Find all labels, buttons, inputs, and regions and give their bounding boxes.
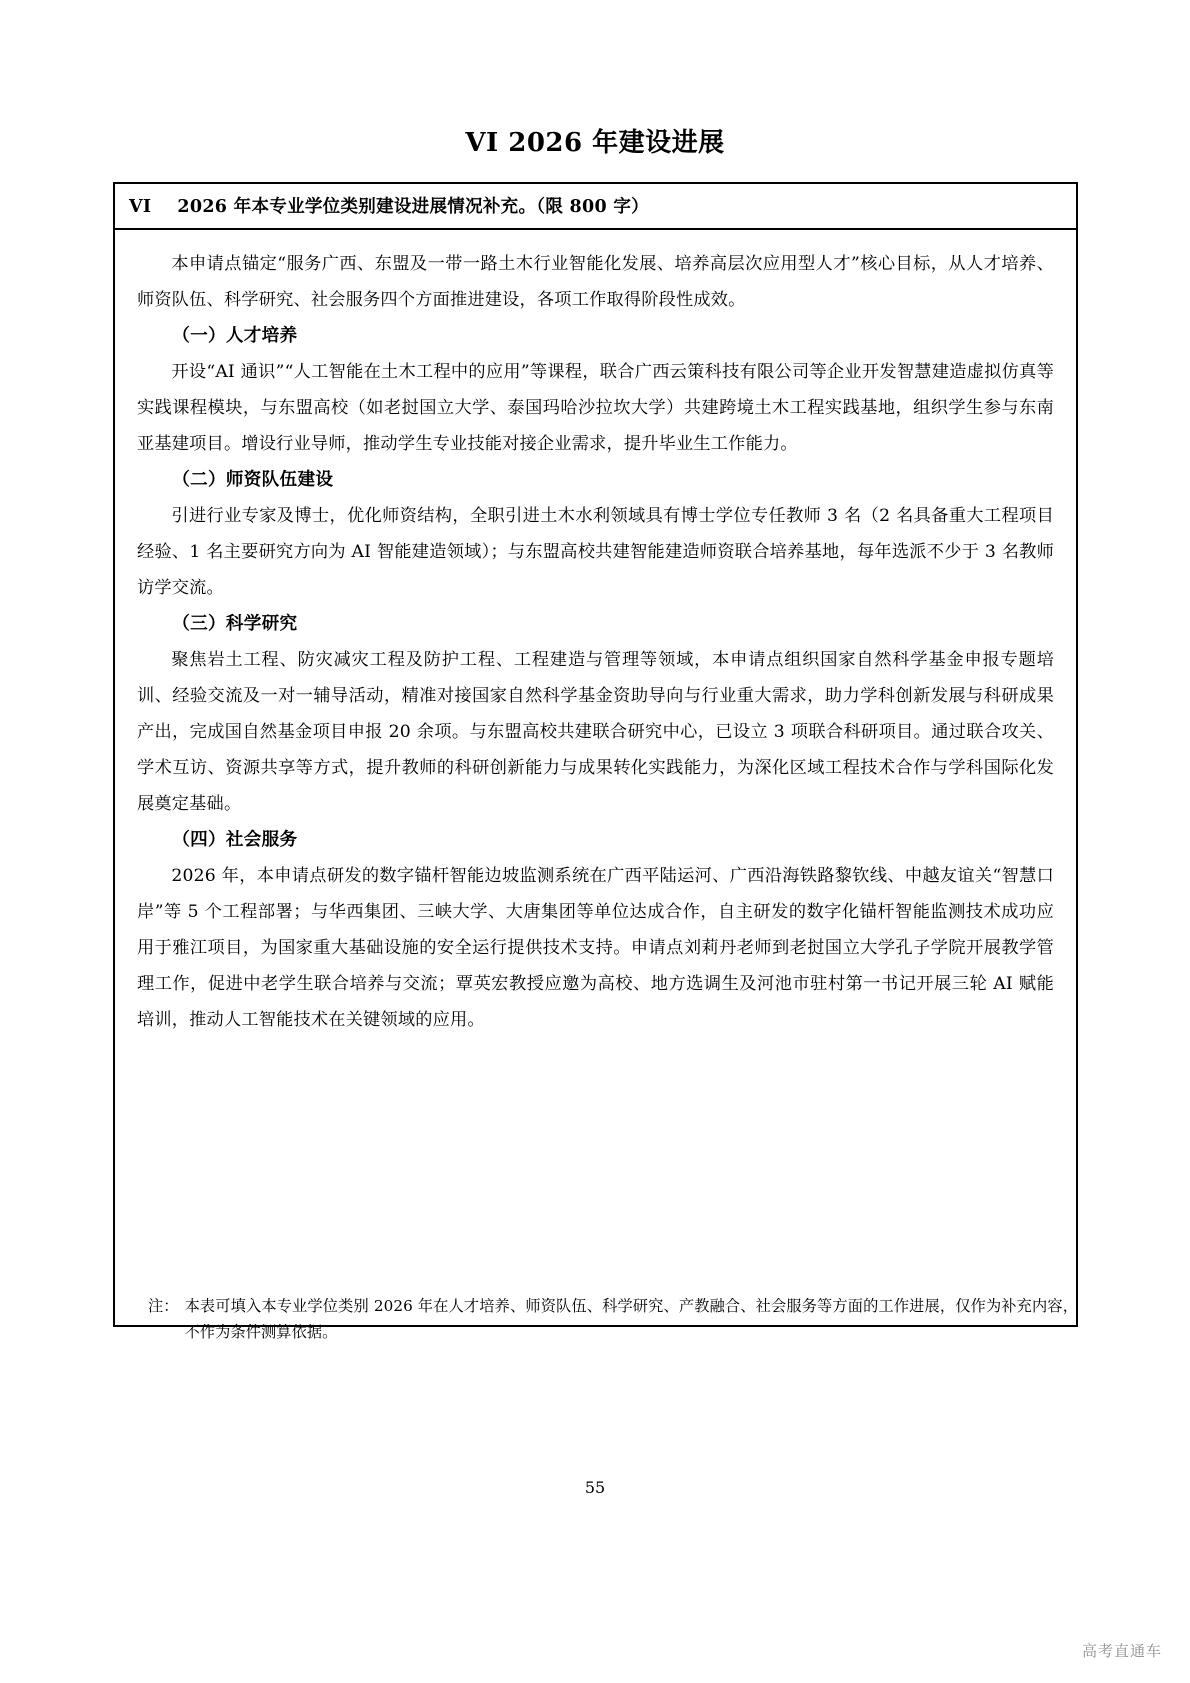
subsection-heading-4: （四）社会服务 xyxy=(172,829,298,850)
note-label: 注： xyxy=(148,1297,179,1315)
watermark-label: 高考直通车 xyxy=(1081,1642,1162,1660)
subsection-heading-1: （一）人才培养 xyxy=(172,325,298,346)
page-number: 55 xyxy=(584,1478,606,1497)
intro-paragraph: 本申请点锚定“服务广西、东盟及一带一路土木行业智能化发展、培养高层次应用型人才”核心目标，从人才培养、师资队伍、科学研究、社会服务四个方面推进建设，各项工作取得阶段性成效。 xyxy=(137,254,1054,310)
subsection-text-4: 2026 年，本申请点研发的数字锚杆智能边坡监测系统在广西平陆运河、广西沿海铁路黎钦线、中越友谊关“智慧口岸”等 5 个工程部署；与华西集团、三峡大学、大唐集团等单位达成合作，自主研发的数字化锚杆智能监测技术成功应用于雅江项目，为国家重大基础设施的安全运行提供技术支持。申请点刘莉丹老师到老挝国立大学孔子学院开展教学管理工作，促进中老学生联合培养与交流；覃英宏教授应邀为高校、地方选调生及河池市驻村第一书记开展三轮 AI 赋能培训，推动人工智能技术在关键领域的应用。 xyxy=(137,866,1054,1030)
subsection-heading-3: （三）科学研究 xyxy=(172,613,298,634)
table-header-row xyxy=(115,184,1076,230)
subsection-text-3: 聚焦岩土工程、防灾减灾工程及防护工程、工程建造与管理等领域，本申请点组织国家自然科学基金申报专题培训、经验交流及一对一辅导活动，精准对接国家自然科学基金资助导向与行业重大需求，助力学科创新发展与科研成果产出，完成国自然基金项目申报 20 余项。与东盟高校共建联合研究中心，已设立 3 项联合科研项目。通过联合攻关、学术互访、资源共享等方式，提升教师的科研创新能力与成果转化实践能力，为深化区域工程技术合作与学科国际化发展奠定基础。 xyxy=(137,650,1054,814)
table-body-cell xyxy=(115,230,1076,1325)
subsection-text-1: 开设“AI 通识”“人工智能在土木工程中的应用”等课程，联合广西云策科技有限公司等企业开发智慧建造虚拟仿真等实践课程模块，与东盟高校（如老挝国立大学、泰国玛哈沙拉坎大学）共建跨境土木工程实践基地，组织学生参与东南亚基建项目。增设行业导师，推动学生专业技能对接企业需求，提升毕业生工作能力。 xyxy=(137,362,1054,454)
section-title: 2026 年本专业学位类别建设进展情况补充。（限 800 字） xyxy=(177,197,649,217)
note-text: 本表可填入本专业学位类别 2026 年在人才培养、师资队伍、科学研究、产教融合、社会服务等方面的工作进展，仅作为补充内容，不作为条件测算依据。 xyxy=(184,1297,1078,1341)
form-table xyxy=(113,182,1078,1327)
table-note xyxy=(113,1293,1078,1345)
section-numeral: VI xyxy=(129,197,152,217)
page-title: VI 2026 年建设进展 xyxy=(465,128,725,158)
subsection-text-2: 引进行业专家及博士，优化师资结构，全职引进土木水利领域具有博士学位专任教师 3 名（2 名具备重大工程项目经验、1 名主要研究方向为 AI 智能建造领域）；与东盟高校共建智能建造师资联合培养基地，每年选派不少于 3 名教师访学交流。 xyxy=(137,506,1054,598)
subsection-heading-2: （二）师资队伍建设 xyxy=(172,469,334,490)
